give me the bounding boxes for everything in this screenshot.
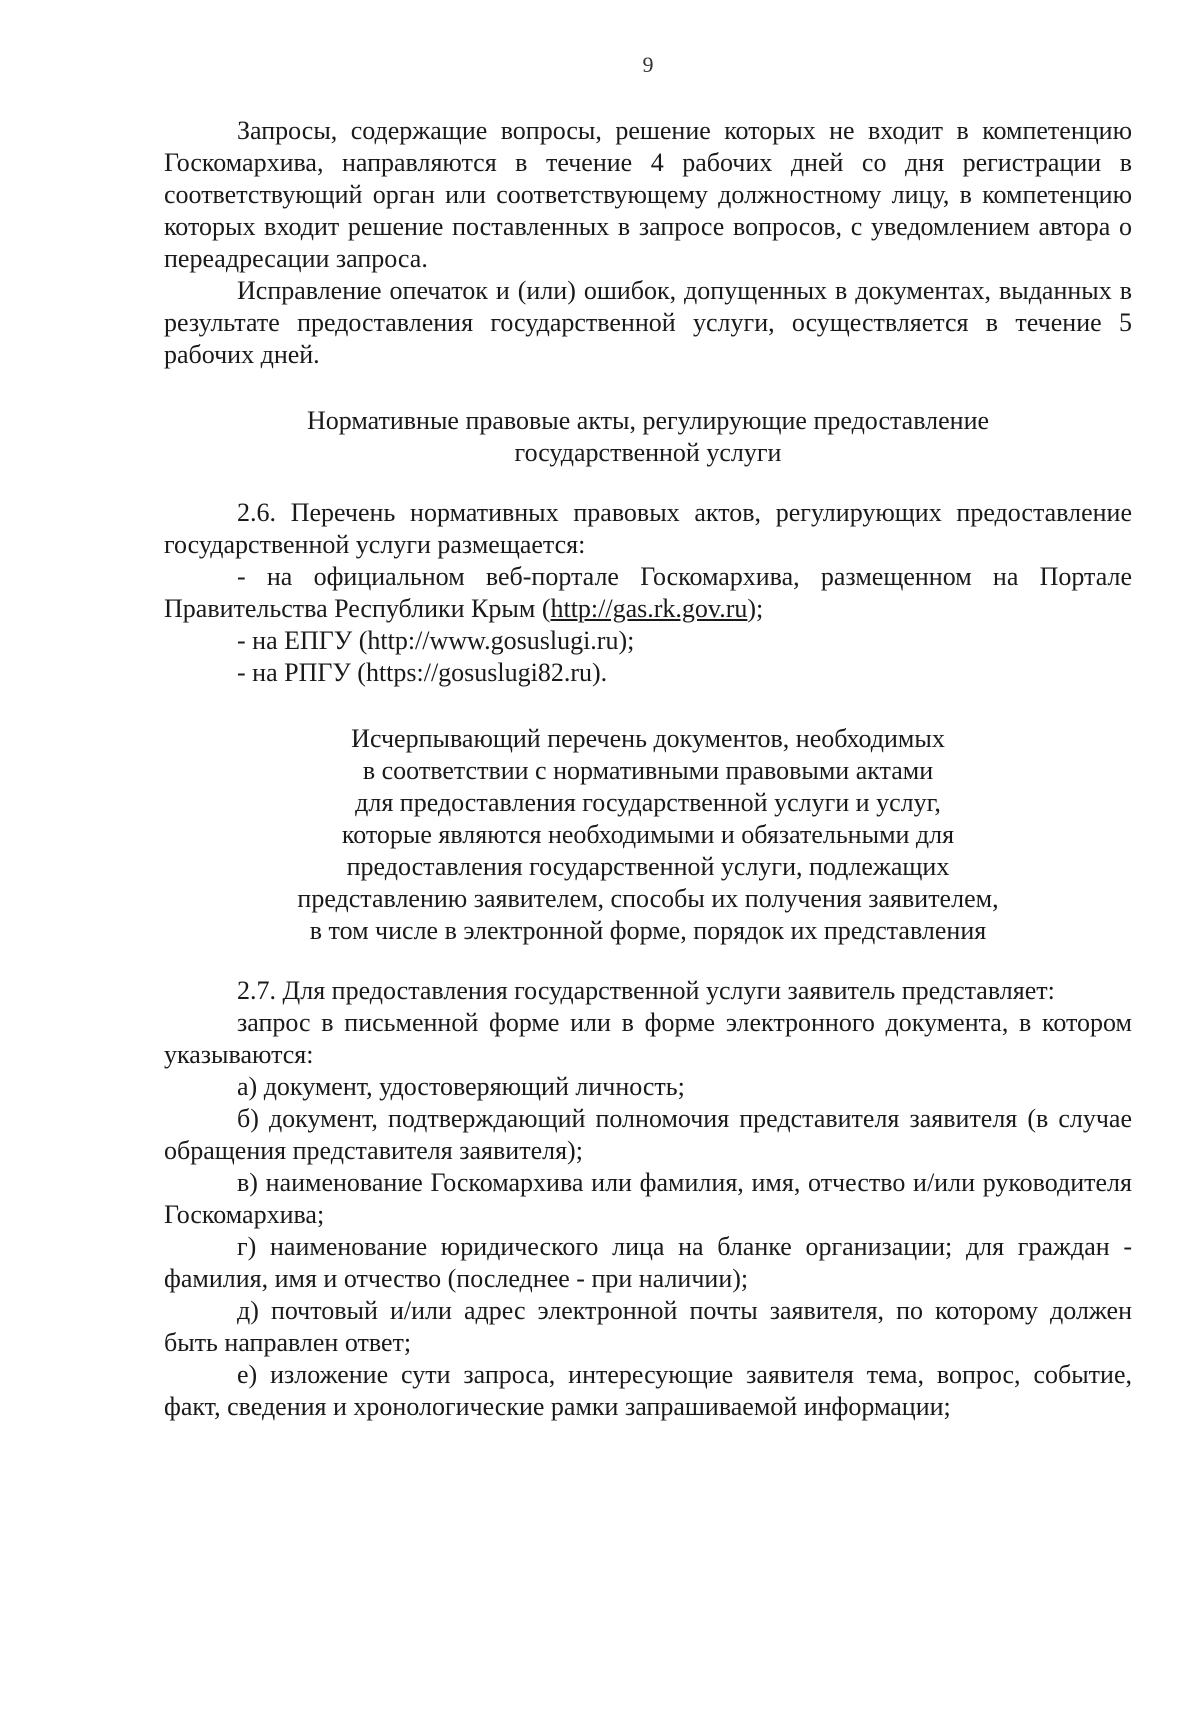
list-item-epgu: - на ЕПГУ (http://www.gosuslugi.ru); (237, 626, 635, 655)
paragraph-2-7-intro: 2.7. Для предоставления государственной услуги заявитель представляет: (237, 976, 1055, 1005)
list-item-g: г) наименование юридического лица на бланке организации; для граждан - фамилия, имя и отчество (последнее - при наличии); (164, 1232, 1132, 1293)
page-number: 9 (642, 52, 654, 77)
list-item-web-portal-text: - на официальном веб-портале Госкомархива, размещенном на Портале Правительства Республики Крым ( (164, 562, 1132, 623)
heading-documents-list (164, 723, 1132, 947)
paragraph-request-form: запрос в письменной форме или в форме электронного документа, в котором указываются: (164, 1008, 1132, 1069)
list-item-b: б) документ, подтверждающий полномочия представителя заявителя (в случае обращения представителя заявителя); (164, 1104, 1132, 1165)
heading-documents-line-1: Исчерпывающий перечень документов, необходимых (351, 724, 945, 753)
heading-documents-line-4: которые являются необходимыми и обязательными для (341, 820, 955, 849)
list-item-a: а) документ, удостоверяющий личность; (237, 1072, 685, 1101)
paragraph-typo-correction: Исправление опечаток и (или) ошибок, допущенных в документах, выданных в результате предоставления государственной услуги, осуществляется в течение 5 рабочих дней. (164, 276, 1132, 369)
document-body (164, 115, 1132, 1423)
heading-documents-line-3: для предоставления государственной услуги и услуг, (355, 788, 941, 817)
gas-rk-link[interactable]: http://gas.rk.gov.ru (550, 594, 748, 623)
list-item-web-portal (164, 561, 1132, 625)
heading-documents-line-2: в соответствии с нормативными правовыми актами (362, 756, 934, 785)
list-item-e: е) изложение сути запроса, интересующие заявителя тема, вопрос, событие, факт, сведения и хронологические рамки запрашиваемой информации; (164, 1360, 1132, 1421)
list-item-v: в) наименование Госкомархива или фамилия, имя, отчество и/или руководителя Госкомархива; (164, 1168, 1132, 1229)
heading-normative-acts-line-1: Нормативные правовые акты, регулирующие предоставление (306, 406, 990, 435)
heading-documents-line-5: предоставления государственной услуги, подлежащих (346, 852, 950, 881)
paragraph-2-6-intro: 2.6. Перечень нормативных правовых актов, регулирующих предоставление государственной услуги размещается: (164, 498, 1132, 559)
list-item-web-portal-end: ); (747, 594, 764, 623)
heading-normative-acts-line-2: государственной услуги (514, 438, 782, 467)
list-item-rpgu: - на РПГУ (https://gosuslugi82.ru). (237, 658, 608, 687)
heading-documents-line-6: представлению заявителем, способы их получения заявителем, (297, 884, 999, 913)
heading-documents-line-7: в том числе в электронной форме, порядок их представления (309, 916, 987, 945)
paragraph-redirect-requests: Запросы, содержащие вопросы, решение которых не входит в компетенцию Госкомархива, направляются в течение 4 рабочих дней со дня регистрации в соответствующий орган или соответствующему должностному лицу, в компетенцию которых входит решение поставленных в запросе вопросов, с уведомлением автора о переадресации запроса. (164, 116, 1132, 273)
list-item-d: д) почтовый и/или адрес электронной почты заявителя, по которому должен быть направлен ответ; (164, 1296, 1132, 1357)
heading-normative-acts (164, 405, 1132, 469)
